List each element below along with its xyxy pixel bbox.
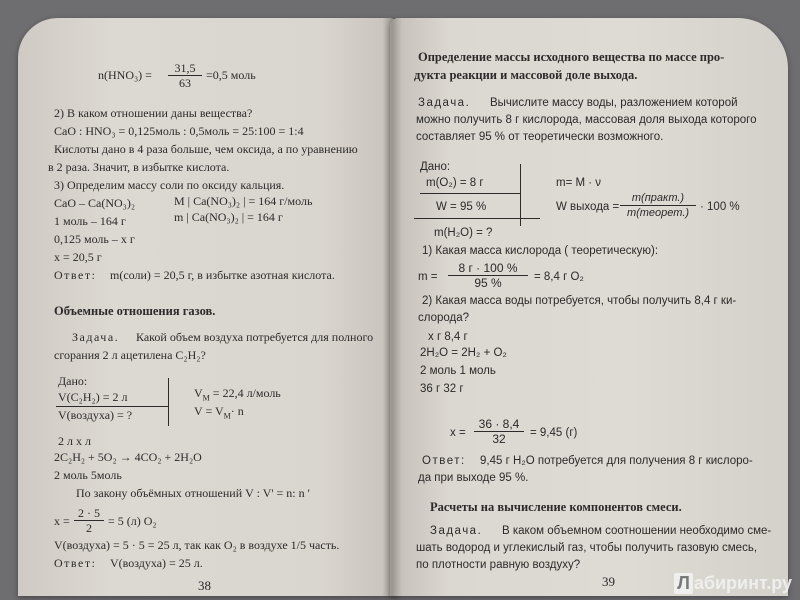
labirint-watermark: Л абиринт.ру xyxy=(674,573,792,594)
fraction-yield xyxy=(620,191,696,220)
book-gutter xyxy=(382,18,402,596)
given-divider xyxy=(56,406,168,407)
fraction-numerator: 8 г · 100 % xyxy=(448,261,528,276)
section-heading-line-1: Определение массы исходного вещества по массе про- xyxy=(418,50,725,64)
step-2-question-line-2: слорода? xyxy=(418,312,470,324)
formula-mass: m= M · ν xyxy=(556,177,602,189)
step-2-question: 2) В каком отношении даны вещества? xyxy=(54,106,253,120)
fraction-numerator: 2 · 5 xyxy=(74,506,104,521)
given-volume-acetylene: V(C₂H₂) = 2 л xyxy=(58,390,128,404)
task-2-label: Задача. xyxy=(430,525,483,537)
task-line-2: можно получить 8 г кислорода, массовая доля выхода которого xyxy=(416,114,757,126)
answer-label: Ответ: xyxy=(54,268,97,282)
volume-law: По закону объёмных отношений V : V' = n: n ' xyxy=(76,486,310,500)
fraction-x xyxy=(474,417,524,446)
given-vertical-divider xyxy=(168,378,169,426)
x-equation-result: = 9,45 (г) xyxy=(530,427,578,439)
x-result: x = 20,5 г xyxy=(54,250,102,264)
molar-mass-salt: M | Ca(NO₃)₂ | = 164 г/моль xyxy=(174,194,313,208)
fraction-denominator: 63 xyxy=(179,76,191,90)
acid-excess-line-2: в 2 раза. Значит, в избытке кислота. xyxy=(48,160,230,174)
fraction-numerator: 31,5 xyxy=(168,61,202,76)
fraction-denominator: 95 % xyxy=(474,276,502,290)
given-label: Дано: xyxy=(58,374,88,388)
fraction-denominator: 2 xyxy=(86,521,92,535)
answer-label: Ответ: xyxy=(422,455,466,467)
given-label: Дано: xyxy=(420,161,451,173)
answer-2-text: V(воздуха) = 25 л. xyxy=(110,556,203,570)
step-2-question-line-1: 2) Какая масса воды потребуется, чтобы получить 8,4 г ки- xyxy=(422,295,737,307)
fraction-denominator: 32 xyxy=(492,432,506,446)
fraction-mass-oxygen xyxy=(448,261,528,290)
proportion-row-2: 0,125 моль – х г xyxy=(54,232,135,246)
answer-text: m(соли) = 20,5 г, в избытке азотная кислота. xyxy=(110,268,335,282)
given-divider xyxy=(414,218,540,219)
formula-molar-volume: $V_M = 22,4$ л/моль xyxy=(194,386,281,403)
ratio-line: CaO : HNO₃ = 0,125моль : 0,5моль = 25:100 = 1:4 xyxy=(54,124,304,138)
task-line-3: составляет 95 % от теоретически возможного. xyxy=(416,131,664,143)
mass-equation-label: m = xyxy=(418,271,438,283)
step-3-text: 3) Определим массу соли по оксиду кальция. xyxy=(54,178,285,192)
fraction-hno3 xyxy=(168,61,202,90)
open-book xyxy=(18,18,788,596)
given-top-rule xyxy=(420,193,520,194)
reaction-molar-masses: 36 г 32 г xyxy=(420,383,464,395)
formula-yield-label: W выхода = xyxy=(556,201,620,213)
fraction-numerator: m(практ.) xyxy=(620,191,696,206)
task-line-1: Вычислите массу воды, разложением которой xyxy=(490,97,738,109)
x-equation-label: x = xyxy=(54,514,70,528)
proportion-header: CaO – Ca(NO₃)₂ xyxy=(54,196,136,210)
task-label: Задача. xyxy=(418,97,471,109)
find-mass-water: m(H₂O) = ? xyxy=(434,227,493,239)
reaction-volumes: 2 л х л xyxy=(58,434,91,448)
equation-hno3-label: n(HNO₃) = xyxy=(98,68,152,82)
section-heading-gas-volumes: Объемные отношения газов. xyxy=(54,304,216,318)
answer-line-2: да при выходе 95 %. xyxy=(418,472,529,484)
given-mass-oxygen: m(O₂) = 8 г xyxy=(426,177,484,189)
section-heading-line-2: дукта реакции и массовой доле выхода. xyxy=(414,68,638,82)
step-1-question: 1) Какая масса кислорода ( теоретическую): xyxy=(422,245,659,257)
task-2-line-3: по плотности равную воздуху? xyxy=(416,559,581,571)
page-number-right: 39 xyxy=(602,574,615,589)
reaction-equation: 2C₂H₂ + 5O₂ → 4CO₂ + 2H₂O xyxy=(54,450,202,464)
x-equation-label: x = xyxy=(450,427,466,439)
left-page xyxy=(18,18,398,596)
reaction-moles: 2 моль 5моль xyxy=(54,468,122,482)
task-2-line-2: шать водород и углекислый газ, чтобы получить газовую смесь, xyxy=(416,542,758,554)
given-yield: W = 95 % xyxy=(436,201,487,213)
answer-2-label: Ответ: xyxy=(54,556,97,570)
formula-volume: $V = V_M\cdot n$ xyxy=(194,404,244,421)
given-vertical-divider xyxy=(520,164,521,226)
air-volume-line: V(воздуха) = 5 · 5 = 25 л, так как O₂ в воздухе 1/5 часть. xyxy=(54,538,340,552)
reaction-moles: 2 моль 1 моль xyxy=(420,365,496,377)
task-text-line-1: Какой объем воздуха потребуется для полного xyxy=(136,330,374,344)
section-heading-mixtures: Расчеты на вычисление компонентов смеси. xyxy=(430,500,682,514)
given-volume-air: V(воздуха) = ? xyxy=(58,408,133,422)
mass-salt: m | Ca(NO₃)₂ | = 164 г xyxy=(174,210,283,224)
fraction-numerator: 36 · 8,4 xyxy=(474,417,524,432)
proportion-row-1: 1 моль – 164 г xyxy=(54,214,126,228)
fraction-x xyxy=(74,506,104,535)
task-2-line-1: В каком объемном соотношении необходимо сме- xyxy=(502,525,772,537)
acid-excess-line-1: Кислоты дано в 4 раза больше, чем оксида, а по уравнению xyxy=(54,142,358,156)
right-page xyxy=(390,18,788,596)
page-number-left: 38 xyxy=(198,578,211,593)
task-label: Задача. xyxy=(72,330,120,344)
equation-hno3-result: =0,5 моль xyxy=(206,68,256,82)
reaction-masses: х г 8,4 г xyxy=(428,331,468,343)
mass-equation-result: = 8,4 г O₂ xyxy=(534,271,584,283)
reaction-equation: 2H₂O = 2H₂ + O₂ xyxy=(420,347,507,359)
answer-line-1: 9,45 г H₂O потребуется для получения 8 г кислоро- xyxy=(480,455,753,467)
x-equation-result: = 5 (л) O₂ xyxy=(108,514,157,528)
fraction-denominator: m(теорет.) xyxy=(626,207,690,219)
formula-yield-percent: · 100 % xyxy=(700,201,740,213)
task-text-line-2: сгорания 2 л ацетилена C₂H₂? xyxy=(54,348,206,362)
